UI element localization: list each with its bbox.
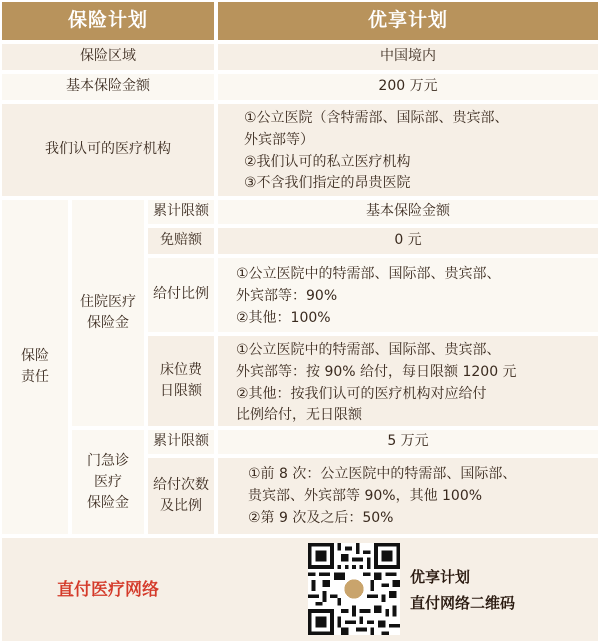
institutions-label: 我们认可的医疗机构 bbox=[45, 141, 171, 158]
times-ratio-line: ②第 9 次及之后：50% bbox=[248, 509, 394, 526]
bed-label-cell bbox=[146, 334, 216, 428]
outpatient-label-line: 保险金 bbox=[87, 494, 129, 511]
deductible-value: 0 元 bbox=[394, 232, 422, 249]
header-plan-column bbox=[0, 0, 216, 42]
institutions-label-cell bbox=[0, 102, 216, 198]
deductible-label: 免赔额 bbox=[160, 232, 202, 249]
coverage-label-cell bbox=[0, 198, 70, 536]
times-ratio-line: ①前 8 次：公立医院中的特需部、国际部、 bbox=[248, 466, 517, 482]
ratio-label-cell bbox=[146, 256, 216, 334]
region-value-cell bbox=[216, 42, 600, 72]
bed-label-line: 床位费 bbox=[160, 362, 202, 378]
institutions-line: ②我们认可的私立医疗机构 bbox=[244, 153, 411, 170]
qr-label-line: 直付网络二维码 bbox=[410, 594, 516, 612]
qr-code-image[interactable] bbox=[308, 543, 400, 635]
times-ratio-label-line: 给付次数 bbox=[153, 477, 209, 493]
header-premium-label: 优享计划 bbox=[367, 9, 448, 32]
basic-amount-value-cell bbox=[216, 72, 600, 102]
bed-line: ①公立医院中的特需部、国际部、贵宾部、 bbox=[236, 342, 501, 358]
qr-label bbox=[410, 564, 515, 617]
times-ratio-value-cell bbox=[216, 456, 600, 536]
outpatient-cumulative-value-cell bbox=[216, 428, 600, 456]
inpatient-cumulative-label-cell bbox=[146, 198, 216, 226]
institutions-line: 外宾部等） bbox=[244, 131, 314, 148]
coverage-label-line: 保险 bbox=[21, 348, 49, 364]
inpatient-label-line: 保险金 bbox=[87, 315, 129, 331]
region-label-cell bbox=[0, 42, 216, 72]
coverage-label-line: 责任 bbox=[21, 369, 49, 385]
outpatient-label-line: 医疗 bbox=[94, 473, 122, 490]
inpatient-label-line: 住院医疗 bbox=[80, 294, 136, 310]
deductible-value-cell bbox=[216, 226, 600, 256]
ratio-label: 给付比例 bbox=[153, 286, 209, 303]
bed-value-cell bbox=[216, 334, 600, 428]
times-ratio-label-line: 及比例 bbox=[160, 498, 202, 514]
outpatient-cumulative-label: 累计限额 bbox=[153, 433, 209, 450]
qr-label-cell bbox=[404, 548, 600, 632]
institutions-value-cell bbox=[216, 102, 600, 198]
inpatient-cumulative-label: 累计限额 bbox=[153, 203, 209, 220]
bed-label-line: 日限额 bbox=[160, 383, 202, 399]
header-premium-column bbox=[216, 0, 600, 42]
qr-label-line: 优享计划 bbox=[410, 567, 471, 586]
ratio-line: 外宾部等：90% bbox=[236, 287, 338, 304]
footer-network-cell bbox=[0, 540, 216, 640]
direct-pay-network-label: 直付医疗网络 bbox=[57, 579, 159, 600]
header-plan-label: 保险计划 bbox=[67, 9, 148, 32]
bed-line: ②其他：按我们认可的医疗机构对应给付 bbox=[236, 385, 487, 402]
bed-line: 比例给付，无日限额 bbox=[236, 407, 362, 424]
times-ratio-label-cell bbox=[146, 456, 216, 536]
basic-amount-label: 基本保险金额 bbox=[66, 78, 150, 95]
outpatient-label-cell bbox=[70, 428, 146, 536]
outpatient-label-line: 门急诊 bbox=[87, 452, 129, 469]
deductible-label-cell bbox=[146, 226, 216, 256]
ratio-value-cell bbox=[216, 256, 600, 334]
inpatient-cumulative-value-cell bbox=[216, 198, 600, 226]
inpatient-label-cell bbox=[70, 198, 146, 428]
basic-amount-value: 200 万元 bbox=[378, 78, 438, 95]
region-label: 保险区域 bbox=[80, 48, 136, 65]
institutions-line: ①公立医院（含特需部、国际部、贵宾部、 bbox=[244, 110, 509, 126]
outpatient-cumulative-label-cell bbox=[146, 428, 216, 456]
ratio-line: ①公立医院中的特需部、国际部、贵宾部、 bbox=[236, 266, 501, 282]
times-ratio-line: 贵宾部、外宾部等 90%，其他 100% bbox=[248, 487, 483, 504]
inpatient-cumulative-value: 基本保险金额 bbox=[366, 203, 450, 220]
ratio-line: ②其他：100% bbox=[236, 309, 331, 326]
bed-line: 外宾部等：按 90% 给付，每日限额 1200 元 bbox=[236, 363, 517, 380]
region-value: 中国境内 bbox=[380, 48, 436, 65]
institutions-line: ③不含我们指定的昂贵医院 bbox=[244, 175, 411, 192]
outpatient-cumulative-value: 5 万元 bbox=[387, 433, 429, 450]
basic-amount-label-cell bbox=[0, 72, 216, 102]
